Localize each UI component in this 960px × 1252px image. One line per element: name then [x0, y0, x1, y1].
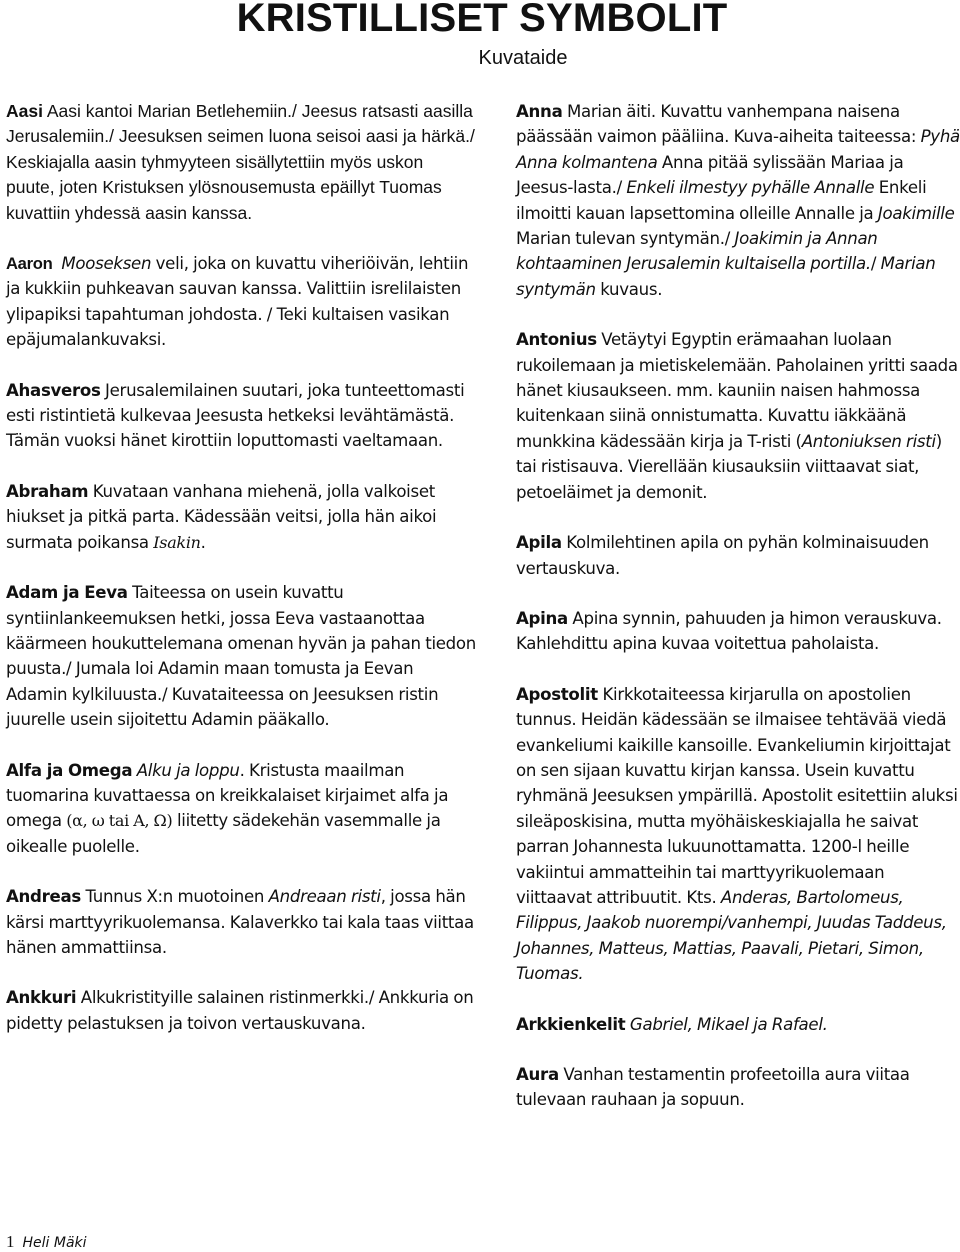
- entry-text: Tunnus X:n muotoinen: [85, 887, 269, 907]
- right-column: [516, 99, 960, 1138]
- page-number: 1: [6, 1232, 15, 1251]
- entry-text: Apina synnin, pahuuden ja himon verauskuva. Kahlehdittu apina kuvaa voitettua paholaista.: [516, 608, 942, 654]
- entry-term: Arkkienkelit: [516, 1014, 626, 1034]
- entry-term: Adam ja Eeva: [6, 583, 128, 603]
- footer-author: Heli Mäki: [22, 1235, 87, 1251]
- entry-term: Ahasveros: [6, 380, 101, 400]
- entry-term: Ankkuri: [6, 988, 77, 1008]
- entry-text: Anna pitää sylissään Mariaa ja Jeesus-lasta./: [516, 152, 904, 198]
- entry-italic-text: Enkeli ilmestyy pyhälle Annalle: [626, 178, 875, 198]
- entry-italic-text: Joakimin ja Annan kohtaaminen Jerusalemin kultaisella portilla.: [516, 229, 878, 274]
- entry-italic-text: Joakimille: [877, 203, 955, 223]
- entry-abraham: [6, 479, 476, 555]
- entry-text: liitetty sädekehän vasemmalle ja oikealle puolelle.: [6, 811, 441, 856]
- entry-arkkienkelit: [516, 1012, 960, 1037]
- entry-italic-text: Gabriel, Mikael ja Rafael.: [629, 1014, 828, 1034]
- entry-term: Alfa ja Omega: [6, 760, 133, 780]
- entry-text: .: [200, 532, 206, 552]
- entry-text: Marian tulevan syntymän./: [516, 229, 735, 249]
- entry-antonius: [516, 327, 960, 505]
- entry-text: . Kristusta maailman tuomarina kuvattaessa on kreikkalaiset kirjaimet alfa ja omega: [6, 760, 449, 831]
- entry-adam-ja-eeva: [6, 580, 476, 732]
- entry-italic-text: Andreaan risti: [268, 887, 381, 907]
- entry-text: Enkeli ilmoitti kauan lapsettomina olleille Annalle ja: [516, 178, 927, 223]
- entry-aaron: [6, 251, 476, 353]
- entry-term: Aasi: [6, 101, 43, 121]
- entry-text: , jossa hän kärsi marttyyrikuolemansa. Kalaverkko tai kala taas viittaa hänen ammattiinsa.: [6, 887, 474, 957]
- left-column: [6, 99, 476, 1061]
- entry-text: Kuvataan vanhana miehenä, jolla valkoiset hiukset ja pitkä parta. Kädessään veitsi, jolla hän aikoi surmata poikansa: [6, 481, 437, 552]
- entry-apila: [516, 530, 960, 581]
- entry-text: Kirkkotaiteessa kirjarulla on apostolien tunnus. Heidän kädessään se ilmaisee tehtävää viedä evankeliumi kaikille kansoille. Evankeliumin kirjoittajat on sen sijaan kuvattu kirjan kanssa. Usein kuvattu ryhmänä Jeesuksen ympärillä. Apostolit esitettiin aluksi sileäposkisina, mutta myöhäiskeskiajalla he saivat parran Johannesta lukuunottamatta. 1200-l heille vakiintui ammatteihin tai marttyyrikuolemaan viittaavat attribuutit. Kts.: [516, 684, 958, 907]
- entry-italic-text: Alku ja loppu: [136, 760, 240, 780]
- entry-text: Vetäytyi Egyptin erämaahan luolaan rukoilemaan ja mietiskelemään. Paholainen yritti saada hänet kiusaukseen. mm. kauniin naisen hahmossa kuitenkaan siinä onnistumatta. Kuvattu iäkkäänä munkkina kädessään kirja ja T-risti (: [516, 330, 958, 451]
- entry-italic-text: Anderas, Bartolomeus, Filippus, Jaakob nuorempi/vanhempi, Juudas Taddeus, Johannes, Matteus, Mattias, Paavali, Pietari, Simon, Tuomas.: [516, 887, 947, 984]
- entry-text: Kolmilehtinen apila on pyhän kolminaisuuden vertauskuva.: [516, 533, 929, 578]
- entry-text: Vanhan testamentin profeetoilla aura viitaa tulevaan rauhaan ja sopuun.: [516, 1065, 910, 1110]
- entry-term: Antonius: [516, 330, 597, 350]
- entry-andreas: [6, 884, 476, 960]
- entry-ankkuri: [6, 985, 476, 1036]
- entry-text: Taiteessa on usein kuvattu syntiinlankeemuksen hetki, jossa Eeva vastaanottaa käärmeen houkuttelemana omenan hyvän ja pahan tiedon puusta./ Jumala loi Adamin maan tomusta ja Eevan Adamin kylkiluusta./ Kuvataiteessa on Jeesuksen ristin juurelle usein sijoitettu Adamin pääkallo.: [6, 583, 476, 730]
- entry-ahasveros: [6, 378, 476, 454]
- entry-aasi: [6, 99, 476, 226]
- entry-term: Anna: [516, 102, 563, 121]
- entry-term: Andreas: [6, 887, 81, 907]
- entry-text: kuvaus.: [595, 279, 663, 299]
- entry-text: veli, joka on kuvattu viheriöivän, lehtiin ja kukkiin puhkeavan sauvan kanssa. Valittiin isrelilaisten ylipapiksi tapahtuman johdosta. / Teki kultaisen vasikan epäjumalankuvaksi.: [6, 254, 469, 350]
- entry-apina: [516, 606, 960, 657]
- entry-text: /: [870, 254, 881, 274]
- entry-text: Marian äiti. Kuvattu vanhempana naisena päässään vaimon pääliina. Kuva-aiheita taiteessa:: [516, 102, 921, 147]
- entry-italic-text: Isakin: [153, 532, 201, 552]
- entry-italic-text: Antoniuksen risti: [801, 431, 936, 451]
- entry-term: Aaron: [6, 254, 53, 274]
- entry-term: Apina: [516, 608, 568, 628]
- entry-text: Jerusalemilainen suutari, joka tunteettomasti esti ristintietä kulkevaa Jeesusta hetkeksi levähtämästä. Tämän vuoksi hänet kirottiin loputtomasti vaeltamaan.: [6, 380, 465, 451]
- entry-term: Aura: [516, 1065, 559, 1084]
- page-subtitle: Kuvataide: [478, 47, 568, 69]
- entry-italic-text: Mooseksen: [61, 254, 152, 274]
- entry-apostolit: [516, 682, 960, 987]
- entry-term: Abraham: [6, 481, 89, 501]
- entry-text: ) tai ristisauva. Vierellään kiusauksiin viittaavat siat, petoeläimet ja demonit.: [516, 431, 942, 502]
- page-title: KRISTILLISET SYMBOLIT: [236, 0, 728, 40]
- footer: [6, 1232, 87, 1252]
- entry-text: (α, ω tai Α, Ω): [66, 811, 173, 831]
- entry-text: Aasi kantoi Marian Betlehemiin./ Jeesus ratsasti aasilla Jerusalemiin./ Jeesuksen seimen luona seisoi aasi ja härkä./ Keskiajalla aasin tyhmyyteen sisällytettiin myös uskon puute, joten Kristuksen ylösnousemusta epäillyt Tuomas kuvattiin yhdessä aasin kanssa.: [6, 101, 475, 223]
- entry-text: Alkukristityille salainen ristinmerkki./ Ankkuria on pidetty pelastuksen ja toivon vertauskuvana.: [6, 988, 474, 1033]
- entry-italic-text: Marian syntymän: [516, 254, 936, 299]
- entry-aura: [516, 1062, 960, 1113]
- entry-term: Apila: [516, 533, 562, 553]
- entry-italic-text: Pyhä Anna kolmantena: [516, 127, 960, 172]
- entry-anna: [516, 99, 960, 302]
- entry-alfa-ja-omega: [6, 758, 476, 860]
- entry-term: Apostolit: [516, 684, 598, 704]
